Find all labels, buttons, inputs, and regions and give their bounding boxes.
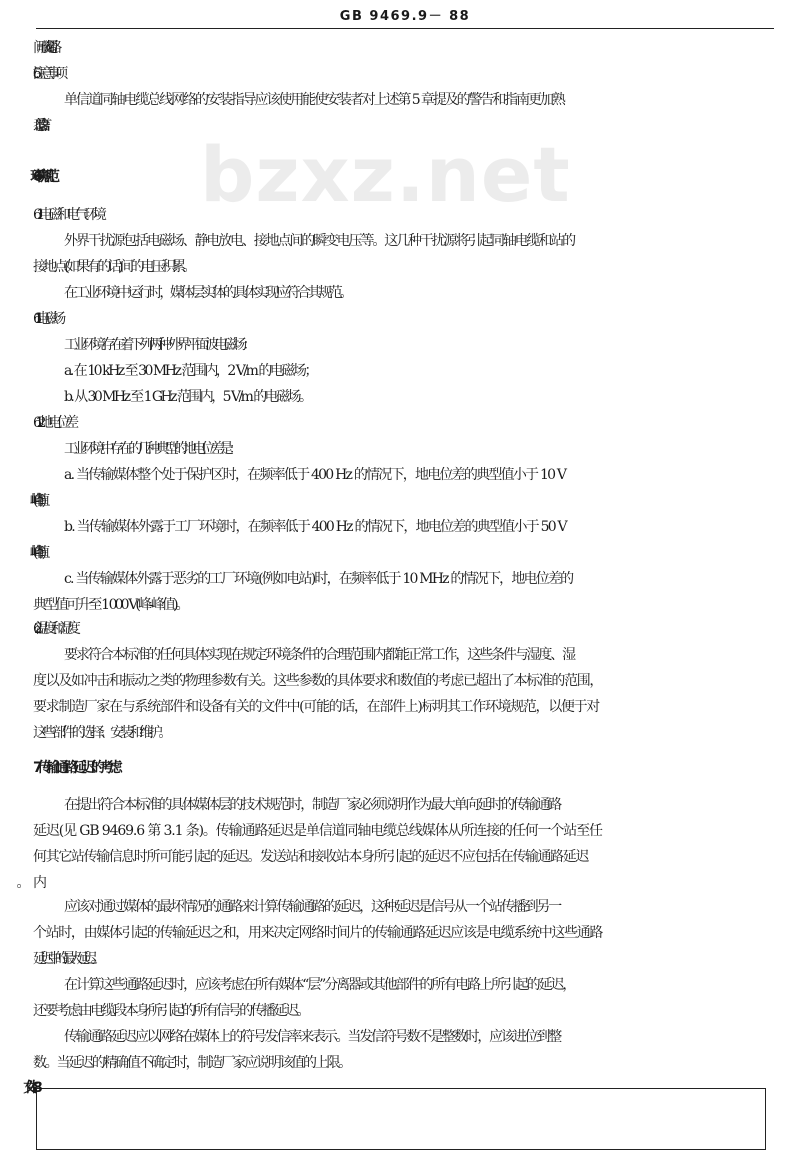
text-line: (峰-峰值)； <box>33 545 44 561</box>
text-line: 典型值可升至 1 000 V(峰-峰值)。 <box>33 597 187 613</box>
text-line: c. 当传输媒体外露于恶劣的工厂环境(例如电站)时，在频率低于 10 MHz 的情况下，地电位差的 <box>64 571 573 587</box>
section-heading: 7 传输通路延迟的考虑 <box>33 760 118 776</box>
text-line: 工业环境中存在的几种典型的地电位差是： <box>64 441 238 457</box>
text-line: 要求符合本标准的任何具体实现在规定环境条件的合理范围内都能正常工作，这些条件与湿度、湿 <box>64 647 574 663</box>
text-line: 延迟中的最大延迟。 <box>33 951 98 967</box>
section-heading <box>0 1078 800 1098</box>
text-line: 这些部件的选择、安装和维护。 <box>33 725 168 741</box>
text-line: b. 从 30 MHz 至 1 GHz 范围内，5 V/m 的电磁场。 <box>64 389 311 405</box>
text-line: 何其它站传输信息时所可能引起的延迟。发送站和接收站本身所引起的延迟不应包括在传输通路延迟 <box>33 849 588 865</box>
text-line: 单信道同轴电缆总线网络的安装指导应该使用能使安装者对上述第 5 章提及的警告和指南更加熟 <box>64 92 564 108</box>
text-line: 传输通路延迟应以网络在媒体上的符号发信率来表示。当发信符号数不是整数时，应该进位到整 <box>64 1029 560 1045</box>
text-line: a. 在 10 kHz 至 30 MHz 范围内，2 V/m 的电磁场； <box>64 363 316 379</box>
text-line: 间形成通路。 <box>33 40 56 56</box>
text-line: 要求制造厂家在与系统部件和设备有关的文件中(可能的话，在部件上)标明其工作环境规范，以便于对 <box>33 699 599 715</box>
text-line: 在提出符合本标准的具体媒体层的技术规范时，制造厂家必须说明作为最大单向延时的传输通路 <box>64 797 560 813</box>
text-line: 外界干扰源包括电磁场、静电放电、接地点间的瞬变电压等。这几种干扰源将引起同轴电缆和站的 <box>64 233 574 249</box>
subsection-heading: 6.2 温度和湿度 <box>33 621 75 637</box>
text-line: 在计算这些通路延迟时，应该考虑在所有媒体“层”分离器或其他部件的所有电路上所引起的延迟， <box>64 977 575 993</box>
text-line: 度以及如冲击和振动之类的物理参数有关。这些参数的具体要求和数值的考虑已超出了本标准的范围， <box>33 673 602 689</box>
text-line: 接地点(如果有的话)间的电压积累。 <box>33 259 193 275</box>
text-line <box>0 873 800 893</box>
section-heading: 6 环境规范 <box>33 169 52 185</box>
text-line: a. 当传输媒体整个处于保护区时，在频率低于 400 Hz 的情况下，地电位差的典型值小于 10 V <box>64 467 566 483</box>
subsection-heading: 5.6 注意事项 <box>33 66 62 82</box>
subsection-heading: 6.1.2 地电位差 <box>33 415 74 431</box>
page-header <box>36 0 774 29</box>
text-line: 在工业环境中运行时，媒体层实体的具体实现应符合其规范。 <box>64 285 350 301</box>
text-line: 个站时，由媒体引起的传输延迟之和，用来决定网络时间片的传输通路延迟应该是电缆系统中这些通路 <box>33 925 602 941</box>
subsection-heading: 6.1.1 电磁场 <box>33 311 61 327</box>
text-line: b. 当传输媒体外露于工厂环境时，在频率低于 400 Hz 的情况下，地电位差的典型值小于 50 V <box>64 519 566 535</box>
text-line: 悉的语言。 <box>33 118 42 134</box>
text-line: 数。当延迟的精确值不确定时，制造厂家应说明该值的上限。 <box>33 1055 350 1071</box>
text-line: (峰-峰值)； <box>33 493 44 509</box>
text-line: 延迟(见 GB 9469.6 第 3.1 条)。传输通路延迟是单信道同轴电缆总线媒体从所连接的任何一个站至任 <box>33 823 602 839</box>
text-line: 还要考虑由电缆段本身所引起的所有信号的传播延迟。 <box>33 1003 308 1019</box>
text-line: 工业环境存在着下列两种外界平面波电磁场： <box>64 337 252 353</box>
watermark: bzxz.net <box>200 130 571 219</box>
subsection-heading: 6.1 电磁和电气环境 <box>33 207 102 223</box>
text-line: 应该对通过媒体的最坏情况的通路来计算传输通路的延迟，这种延迟是信号从一个站传播到另一 <box>64 899 560 915</box>
standard-number: GB 9469.9－ 88 <box>339 9 471 24</box>
